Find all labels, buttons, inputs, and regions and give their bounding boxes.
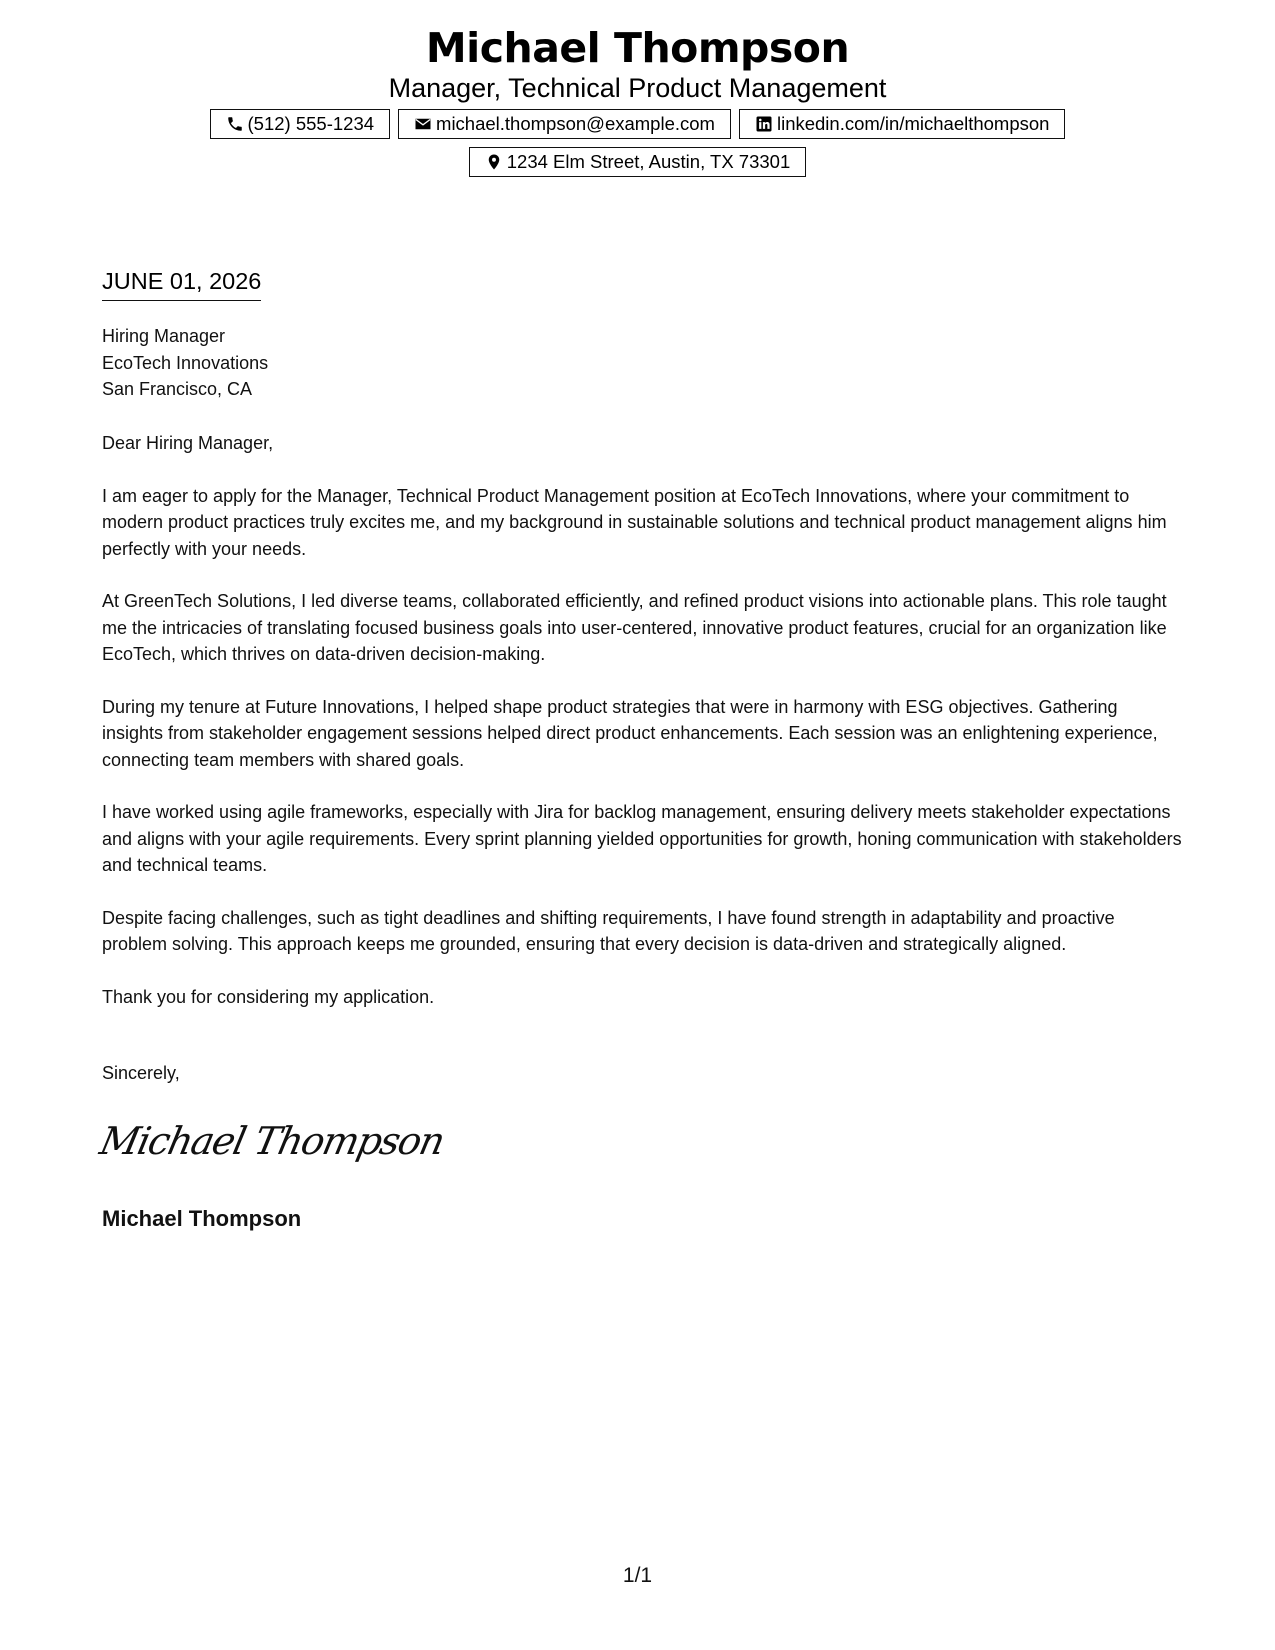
linkedin-icon [755, 115, 773, 133]
body-paragraph: Thank you for considering my application. [102, 986, 435, 1007]
salutation: Dear Hiring Manager, [102, 433, 274, 453]
letter-date: JUNE 01, 2026 [102, 266, 261, 301]
closing: Sincerely, [102, 1063, 180, 1083]
recipient-line: EcoTech Innovations [102, 352, 269, 373]
recipient-block [102, 323, 268, 403]
email-chip[interactable] [398, 109, 731, 139]
signed-name: Michael Thompson [102, 1206, 302, 1231]
handwritten-signature: Michael Thompson [96, 1119, 448, 1163]
applicant-title: Manager, Technical Product Management [388, 73, 887, 103]
body-paragraph: Despite facing challenges, such as tight deadlines and shifting requirements, I have found strength in adaptability and proactive problem solving. This approach keeps me grounded, ensuring that every decision is data-driven and strategically aligned. [102, 907, 1115, 954]
letter-header [0, 22, 1275, 177]
phone-icon [226, 115, 244, 133]
phone-text: (512) 555-1234 [247, 113, 375, 134]
linkedin-text: linkedin.com/in/michaelthompson [776, 113, 1050, 134]
contact-row [0, 109, 1275, 139]
letter-body [102, 430, 1182, 1036]
body-paragraph: I have worked using agile frameworks, especially with Jira for backlog management, ensuring delivery meets stakeholder expectations and aligns with your agile requirements. Every sprint planning yielded opportunities for growth, honing communication with stakeholders and technical teams. [102, 802, 1182, 875]
recipient-line: San Francisco, CA [102, 379, 253, 399]
linkedin-chip[interactable] [739, 109, 1066, 139]
body-paragraph: I am eager to apply for the Manager, Technical Product Management position at EcoTech Innovations, where your commitment to modern product practices truly excites me, and my background in sustainable solutions and technical product management aligns him perfectly with your needs. [102, 485, 1167, 559]
body-paragraph: During my tenure at Future Innovations, I helped shape product strategies that were in harmony with ESG objectives. Gathering insights from stakeholder engagement sessions helped direct product enhancements. Each session was an enlightening experience, connecting team members with shared goals. [102, 696, 1158, 770]
page-number: 1/1 [622, 1564, 653, 1587]
address-chip[interactable] [469, 147, 807, 177]
applicant-name: Michael Thompson [425, 24, 850, 72]
email-text: michael.thompson@example.com [436, 113, 715, 134]
body-paragraph: At GreenTech Solutions, I led diverse teams, collaborated efficiently, and refined product visions into actionable plans. This role taught me the intricacies of translating focused business goals into user-centered, innovative product features, crucial for an organization like EcoTech, which thrives on data-driven decision-making. [102, 591, 1167, 664]
recipient-line: Hiring Manager [102, 326, 226, 346]
address-text: 1234 Elm Street, Austin, TX 73301 [506, 151, 791, 172]
phone-chip[interactable] [210, 109, 391, 139]
contact-row-address [0, 147, 1275, 177]
envelope-icon [414, 115, 432, 133]
map-pin-icon [485, 153, 503, 171]
